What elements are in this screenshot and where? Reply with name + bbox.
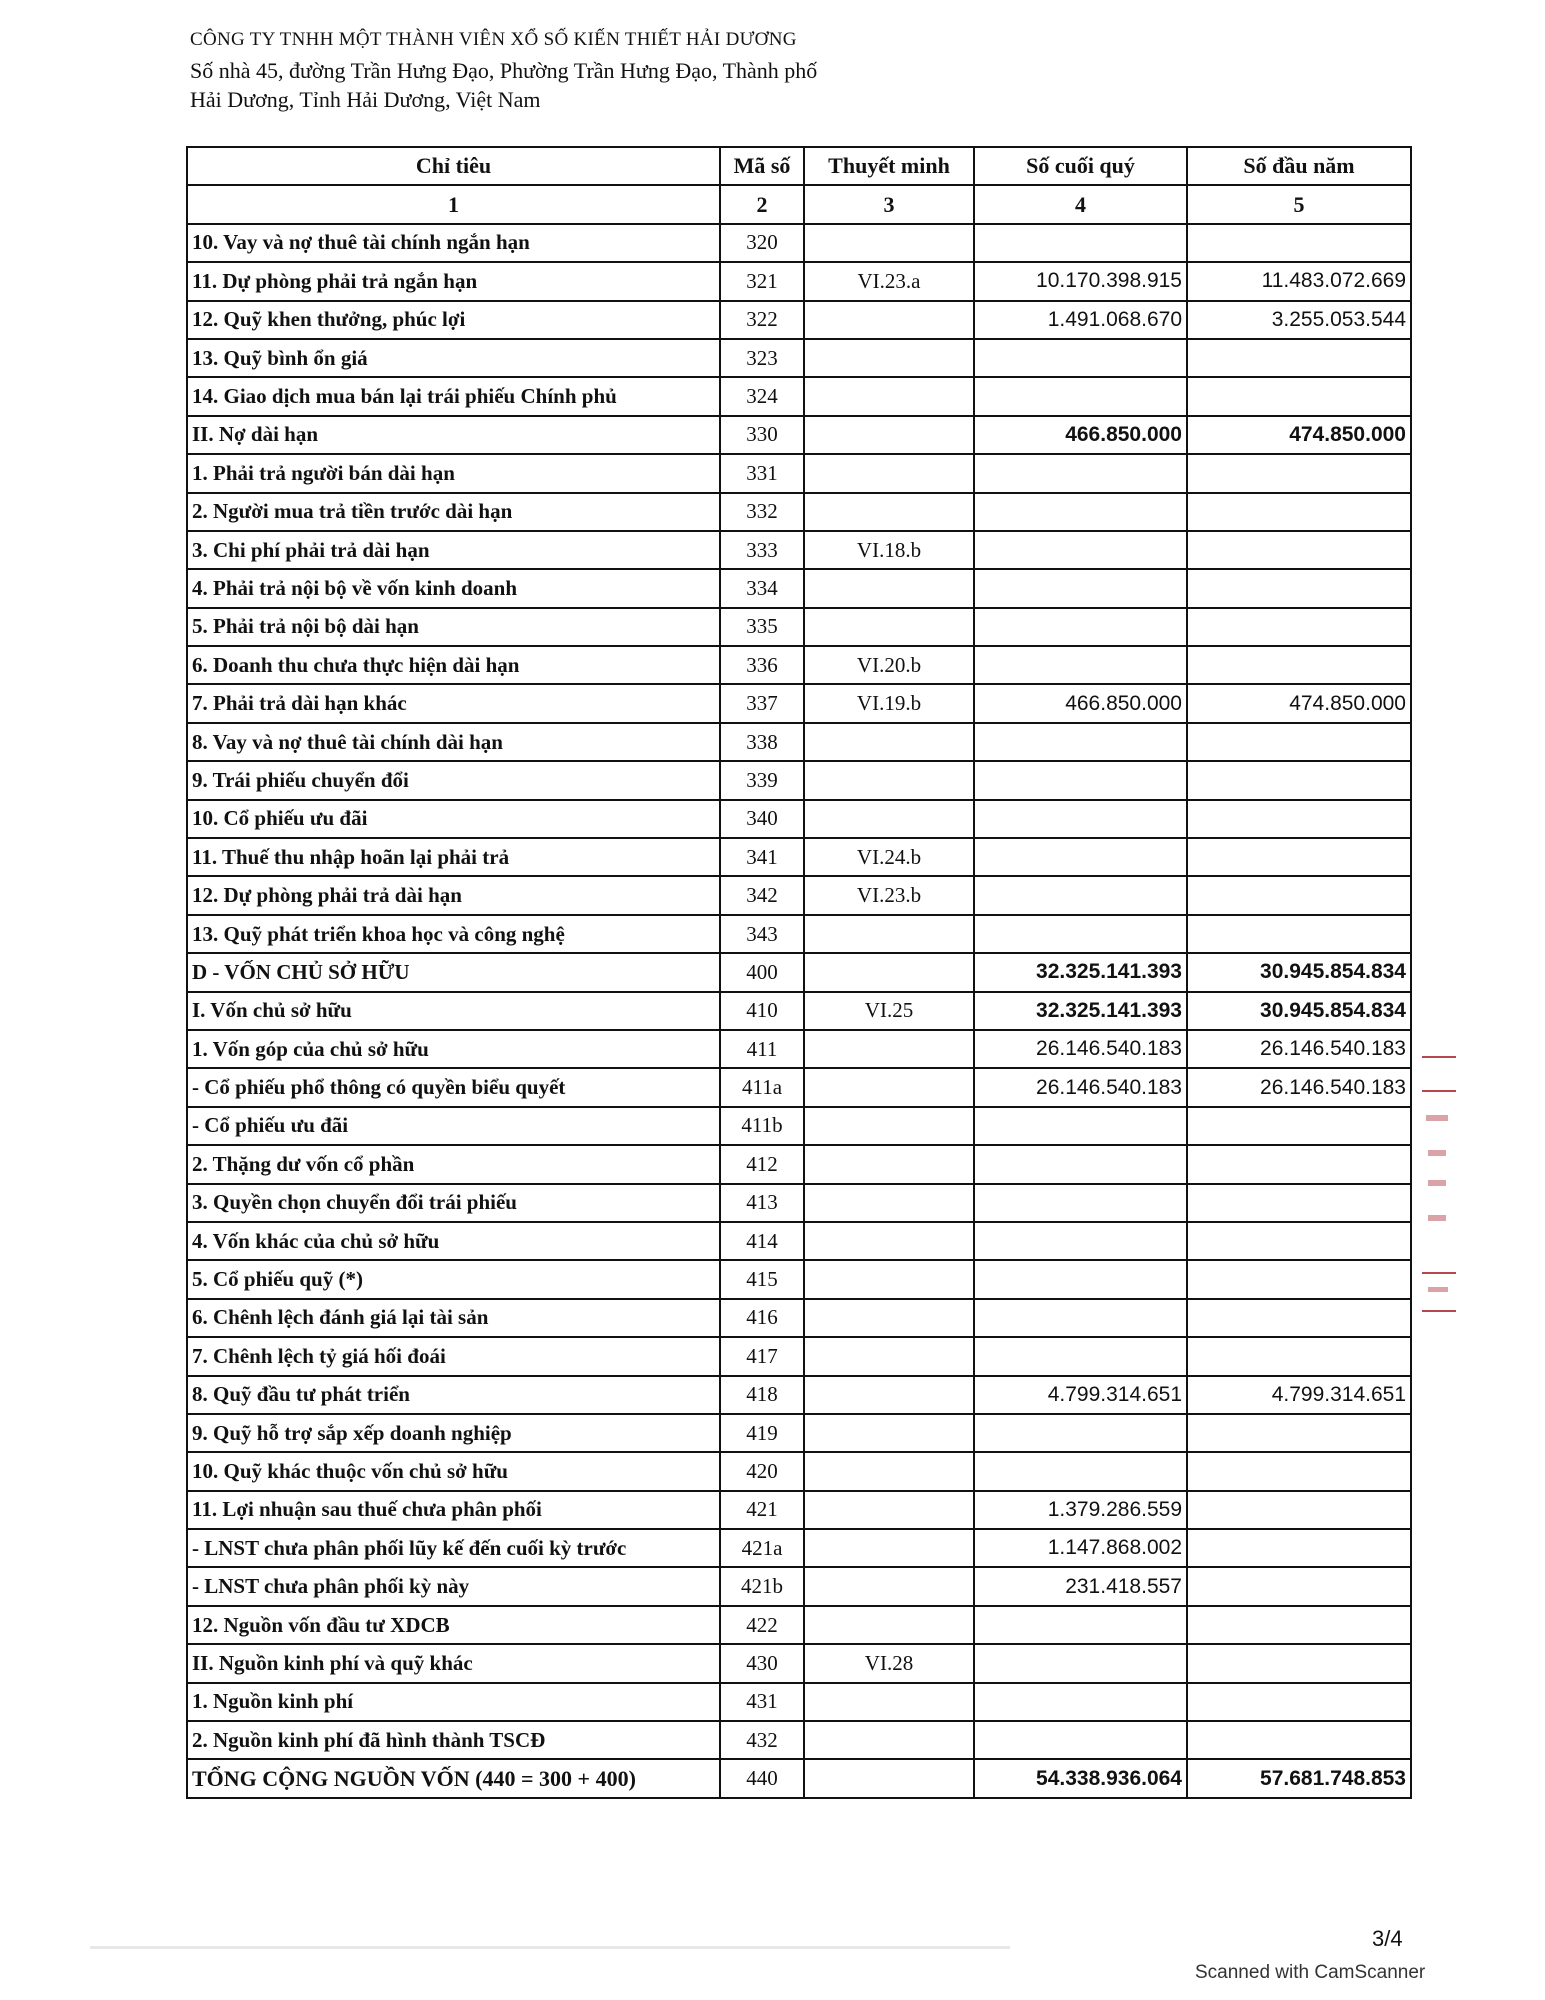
row-label: 12. Quỹ khen thưởng, phúc lợi (187, 301, 720, 339)
table-row (187, 1030, 1411, 1068)
row-label: 9. Quỹ hỗ trợ sắp xếp doanh nghiệp (187, 1414, 720, 1452)
row-label: 7. Chênh lệch tỷ giá hối đoái (187, 1337, 720, 1375)
row-end-value (974, 1606, 1187, 1644)
row-begin-value (1187, 646, 1411, 684)
row-label: - LNST chưa phân phối lũy kế đến cuối kỳ trước (187, 1529, 720, 1567)
red-stamp-fragment (1418, 1055, 1458, 1315)
row-begin-value (1187, 377, 1411, 415)
row-label: 5. Phải trả nội bộ dài hạn (187, 608, 720, 646)
table-row (187, 1567, 1411, 1605)
table-row (187, 1222, 1411, 1260)
table-row (187, 1529, 1411, 1567)
row-begin-value: 3.255.053.544 (1187, 301, 1411, 339)
table-row (187, 262, 1411, 300)
row-note (804, 1683, 974, 1721)
row-begin-value (1187, 1414, 1411, 1452)
row-code: 416 (720, 1299, 804, 1337)
row-code: 411 (720, 1030, 804, 1068)
row-code: 432 (720, 1721, 804, 1759)
row-end-value: 1.379.286.559 (974, 1491, 1187, 1529)
row-begin-value (1187, 1491, 1411, 1529)
row-code: 413 (720, 1184, 804, 1222)
row-end-value: 466.850.000 (974, 416, 1187, 454)
header-so-dau-nam: Số đầu năm (1187, 147, 1411, 185)
row-end-value (974, 1299, 1187, 1337)
row-label: - Cổ phiếu ưu đãi (187, 1107, 720, 1145)
row-note (804, 377, 974, 415)
row-label: 4. Phải trả nội bộ về vốn kinh doanh (187, 569, 720, 607)
table-row (187, 1376, 1411, 1414)
row-code: 340 (720, 800, 804, 838)
row-note (804, 608, 974, 646)
table-row (187, 1606, 1411, 1644)
row-label: 5. Cổ phiếu quỹ (*) (187, 1260, 720, 1298)
table-row (187, 301, 1411, 339)
table-row (187, 1068, 1411, 1106)
row-note (804, 953, 974, 991)
column-number: 4 (974, 185, 1187, 223)
table-row (187, 1260, 1411, 1298)
row-code: 415 (720, 1260, 804, 1298)
column-number: 5 (1187, 185, 1411, 223)
table-row (187, 1299, 1411, 1337)
row-code: 320 (720, 224, 804, 262)
row-begin-value: 57.681.748.853 (1187, 1759, 1411, 1797)
row-label: 6. Chênh lệch đánh giá lại tài sản (187, 1299, 720, 1337)
column-number-row (187, 185, 1411, 223)
page-number: 3/4 (1372, 1926, 1403, 1951)
row-code: 414 (720, 1222, 804, 1260)
row-begin-value (1187, 800, 1411, 838)
row-note: VI.23.b (804, 876, 974, 914)
row-note: VI.24.b (804, 838, 974, 876)
scan-artifact (90, 1946, 1010, 1949)
row-code: 421 (720, 1491, 804, 1529)
row-note (804, 1376, 974, 1414)
row-note (804, 493, 974, 531)
row-label: 9. Trái phiếu chuyển đổi (187, 761, 720, 799)
row-code: 335 (720, 608, 804, 646)
row-code: 341 (720, 838, 804, 876)
row-note (804, 1337, 974, 1375)
row-end-value (974, 454, 1187, 492)
row-note (804, 800, 974, 838)
row-end-value (974, 723, 1187, 761)
stamp-graphic (1418, 1055, 1458, 1315)
row-note: VI.20.b (804, 646, 974, 684)
row-code: 343 (720, 915, 804, 953)
row-code: 330 (720, 416, 804, 454)
row-note: VI.28 (804, 1644, 974, 1682)
document-header (190, 24, 817, 114)
table-row (187, 761, 1411, 799)
row-note (804, 569, 974, 607)
row-note (804, 723, 974, 761)
row-begin-value (1187, 1721, 1411, 1759)
row-end-value: 32.325.141.393 (974, 992, 1187, 1030)
row-begin-value (1187, 224, 1411, 262)
row-note (804, 1184, 974, 1222)
row-begin-value (1187, 569, 1411, 607)
row-label: 4. Vốn khác của chủ sở hữu (187, 1222, 720, 1260)
table-row (187, 608, 1411, 646)
table-row (187, 1644, 1411, 1682)
row-note (804, 1491, 974, 1529)
row-begin-value (1187, 915, 1411, 953)
row-begin-value (1187, 1260, 1411, 1298)
row-code: 418 (720, 1376, 804, 1414)
row-begin-value (1187, 876, 1411, 914)
row-end-value (974, 1107, 1187, 1145)
row-note (804, 339, 974, 377)
row-note (804, 454, 974, 492)
table-row (187, 1491, 1411, 1529)
row-label: 3. Quyền chọn chuyển đổi trái phiếu (187, 1184, 720, 1222)
row-end-value (974, 224, 1187, 262)
table-row (187, 992, 1411, 1030)
row-begin-value (1187, 1222, 1411, 1260)
row-note (804, 1107, 974, 1145)
row-end-value: 26.146.540.183 (974, 1030, 1187, 1068)
row-code: 333 (720, 531, 804, 569)
row-end-value: 10.170.398.915 (974, 262, 1187, 300)
header-ma-so: Mã số (720, 147, 804, 185)
row-code: 400 (720, 953, 804, 991)
row-note (804, 1606, 974, 1644)
row-end-value (974, 377, 1187, 415)
header-thuyet-minh: Thuyết minh (804, 147, 974, 185)
row-end-value (974, 838, 1187, 876)
header-so-cuoi-quy: Số cuối quý (974, 147, 1187, 185)
row-code: 430 (720, 1644, 804, 1682)
row-end-value (974, 1414, 1187, 1452)
row-note (804, 915, 974, 953)
row-code: 417 (720, 1337, 804, 1375)
row-end-value: 1.491.068.670 (974, 301, 1187, 339)
row-code: 422 (720, 1606, 804, 1644)
row-label: 13. Quỹ phát triển khoa học và công nghệ (187, 915, 720, 953)
row-end-value (974, 800, 1187, 838)
row-label: TỔNG CỘNG NGUỒN VỐN (440 = 300 + 400) (187, 1759, 720, 1797)
row-code: 322 (720, 301, 804, 339)
row-end-value (974, 493, 1187, 531)
row-code: 419 (720, 1414, 804, 1452)
row-end-value (974, 569, 1187, 607)
address-line-2: Hải Dương, Tỉnh Hải Dương, Việt Nam (190, 87, 541, 112)
row-begin-value (1187, 339, 1411, 377)
row-code: 331 (720, 454, 804, 492)
row-label: II. Nguồn kinh phí và quỹ khác (187, 1644, 720, 1682)
row-end-value (974, 1145, 1187, 1183)
table-body (187, 224, 1411, 1798)
row-begin-value (1187, 1529, 1411, 1567)
row-begin-value (1187, 493, 1411, 531)
table-row (187, 531, 1411, 569)
table-row (187, 953, 1411, 991)
row-label: I. Vốn chủ sở hữu (187, 992, 720, 1030)
table-row (187, 339, 1411, 377)
table-row (187, 684, 1411, 722)
row-begin-value (1187, 1567, 1411, 1605)
table-row (187, 493, 1411, 531)
row-end-value (974, 1337, 1187, 1375)
table-row (187, 224, 1411, 262)
row-label: 6. Doanh thu chưa thực hiện dài hạn (187, 646, 720, 684)
row-begin-value (1187, 761, 1411, 799)
table-row (187, 876, 1411, 914)
row-code: 339 (720, 761, 804, 799)
row-note: VI.18.b (804, 531, 974, 569)
row-note (804, 1529, 974, 1567)
row-note (804, 1567, 974, 1605)
row-end-value (974, 646, 1187, 684)
row-code: 336 (720, 646, 804, 684)
row-code: 412 (720, 1145, 804, 1183)
table-row (187, 1414, 1411, 1452)
row-label: 12. Dự phòng phải trả dài hạn (187, 876, 720, 914)
row-label: D - VỐN CHỦ SỞ HỮU (187, 953, 720, 991)
column-number: 1 (187, 185, 720, 223)
row-label: 1. Vốn góp của chủ sở hữu (187, 1030, 720, 1068)
table-row (187, 800, 1411, 838)
row-end-value: 26.146.540.183 (974, 1068, 1187, 1106)
row-label: - LNST chưa phân phối kỳ này (187, 1567, 720, 1605)
row-end-value: 231.418.557 (974, 1567, 1187, 1605)
row-end-value: 1.147.868.002 (974, 1529, 1187, 1567)
table-row (187, 1107, 1411, 1145)
row-begin-value (1187, 454, 1411, 492)
row-label: 2. Người mua trả tiền trước dài hạn (187, 493, 720, 531)
table-row (187, 1337, 1411, 1375)
row-label: 10. Quỹ khác thuộc vốn chủ sở hữu (187, 1452, 720, 1490)
table-row (187, 1759, 1411, 1797)
table-row (187, 416, 1411, 454)
row-end-value (974, 339, 1187, 377)
row-code: 410 (720, 992, 804, 1030)
column-number: 3 (804, 185, 974, 223)
row-code: 421b (720, 1567, 804, 1605)
row-code: 321 (720, 262, 804, 300)
column-number: 2 (720, 185, 804, 223)
row-label: 2. Thặng dư vốn cổ phần (187, 1145, 720, 1183)
row-end-value (974, 1452, 1187, 1490)
row-end-value: 466.850.000 (974, 684, 1187, 722)
row-code: 411a (720, 1068, 804, 1106)
table-row (187, 1452, 1411, 1490)
row-begin-value: 30.945.854.834 (1187, 953, 1411, 991)
row-label: 10. Cổ phiếu ưu đãi (187, 800, 720, 838)
table-row (187, 1721, 1411, 1759)
row-begin-value (1187, 1683, 1411, 1721)
table-row (187, 1683, 1411, 1721)
balance-sheet-table (186, 146, 1412, 1799)
row-note (804, 224, 974, 262)
row-code: 334 (720, 569, 804, 607)
table-row (187, 723, 1411, 761)
row-end-value (974, 608, 1187, 646)
row-note (804, 761, 974, 799)
row-begin-value (1187, 531, 1411, 569)
row-label: 2. Nguồn kinh phí đã hình thành TSCĐ (187, 1721, 720, 1759)
row-begin-value (1187, 1337, 1411, 1375)
row-code: 337 (720, 684, 804, 722)
row-begin-value: 474.850.000 (1187, 684, 1411, 722)
row-end-value (974, 1721, 1187, 1759)
row-end-value (974, 1260, 1187, 1298)
row-end-value: 54.338.936.064 (974, 1759, 1187, 1797)
table-row (187, 569, 1411, 607)
row-begin-value: 474.850.000 (1187, 416, 1411, 454)
row-begin-value (1187, 723, 1411, 761)
row-label: 11. Dự phòng phải trả ngắn hạn (187, 262, 720, 300)
row-label: 1. Nguồn kinh phí (187, 1683, 720, 1721)
row-begin-value (1187, 1145, 1411, 1183)
row-end-value (974, 876, 1187, 914)
row-note: VI.23.a (804, 262, 974, 300)
row-label: 11. Thuế thu nhập hoãn lại phải trả (187, 838, 720, 876)
row-begin-value (1187, 1107, 1411, 1145)
row-end-value (974, 1644, 1187, 1682)
row-label: 1. Phải trả người bán dài hạn (187, 454, 720, 492)
row-label: 14. Giao dịch mua bán lại trái phiếu Chính phủ (187, 377, 720, 415)
row-note: VI.25 (804, 992, 974, 1030)
row-end-value (974, 1222, 1187, 1260)
row-begin-value (1187, 1644, 1411, 1682)
row-note (804, 1414, 974, 1452)
row-end-value (974, 761, 1187, 799)
row-end-value (974, 1184, 1187, 1222)
row-note: VI.19.b (804, 684, 974, 722)
row-begin-value (1187, 1452, 1411, 1490)
row-note (804, 1068, 974, 1106)
row-code: 431 (720, 1683, 804, 1721)
row-note (804, 1721, 974, 1759)
row-begin-value: 4.799.314.651 (1187, 1376, 1411, 1414)
row-label: 8. Quỹ đầu tư phát triển (187, 1376, 720, 1414)
header-row (187, 147, 1411, 185)
row-note (804, 416, 974, 454)
row-begin-value: 26.146.540.183 (1187, 1030, 1411, 1068)
row-label: 7. Phải trả dài hạn khác (187, 684, 720, 722)
row-note (804, 1145, 974, 1183)
row-end-value (974, 531, 1187, 569)
row-begin-value (1187, 838, 1411, 876)
row-note (804, 1260, 974, 1298)
table-row (187, 1145, 1411, 1183)
row-code: 440 (720, 1759, 804, 1797)
row-label: - Cổ phiếu phổ thông có quyền biểu quyết (187, 1068, 720, 1106)
row-begin-value (1187, 1184, 1411, 1222)
address-line-1: Số nhà 45, đường Trần Hưng Đạo, Phường Trần Hưng Đạo, Thành phố (190, 58, 818, 83)
row-code: 324 (720, 377, 804, 415)
row-begin-value: 26.146.540.183 (1187, 1068, 1411, 1106)
row-label: 8. Vay và nợ thuê tài chính dài hạn (187, 723, 720, 761)
row-begin-value: 30.945.854.834 (1187, 992, 1411, 1030)
row-note (804, 301, 974, 339)
row-code: 411b (720, 1107, 804, 1145)
row-label: 3. Chi phí phải trả dài hạn (187, 531, 720, 569)
company-name: CÔNG TY TNHH MỘT THÀNH VIÊN XỔ SỐ KIẾN THIẾT HẢI DƯƠNG (190, 29, 797, 50)
row-end-value: 4.799.314.651 (974, 1376, 1187, 1414)
row-note (804, 1452, 974, 1490)
row-code: 420 (720, 1452, 804, 1490)
row-code: 323 (720, 339, 804, 377)
table-row (187, 915, 1411, 953)
table-row (187, 646, 1411, 684)
table-row (187, 838, 1411, 876)
table-row (187, 454, 1411, 492)
row-code: 421a (720, 1529, 804, 1567)
scanner-watermark: Scanned with CamScanner (1195, 1962, 1426, 1983)
table-row (187, 1184, 1411, 1222)
row-begin-value: 11.483.072.669 (1187, 262, 1411, 300)
row-note (804, 1759, 974, 1797)
row-label: 10. Vay và nợ thuê tài chính ngắn hạn (187, 224, 720, 262)
row-code: 332 (720, 493, 804, 531)
row-note (804, 1222, 974, 1260)
row-end-value: 32.325.141.393 (974, 953, 1187, 991)
row-begin-value (1187, 1299, 1411, 1337)
row-label: II. Nợ dài hạn (187, 416, 720, 454)
row-begin-value (1187, 1606, 1411, 1644)
row-code: 338 (720, 723, 804, 761)
row-code: 342 (720, 876, 804, 914)
row-label: 11. Lợi nhuận sau thuế chưa phân phối (187, 1491, 720, 1529)
row-label: 13. Quỹ bình ổn giá (187, 339, 720, 377)
row-begin-value (1187, 608, 1411, 646)
row-end-value (974, 915, 1187, 953)
row-note (804, 1030, 974, 1068)
row-end-value (974, 1683, 1187, 1721)
row-note (804, 1299, 974, 1337)
row-label: 12. Nguồn vốn đầu tư XDCB (187, 1606, 720, 1644)
header-chi-tieu: Chỉ tiêu (187, 147, 720, 185)
table-row (187, 377, 1411, 415)
